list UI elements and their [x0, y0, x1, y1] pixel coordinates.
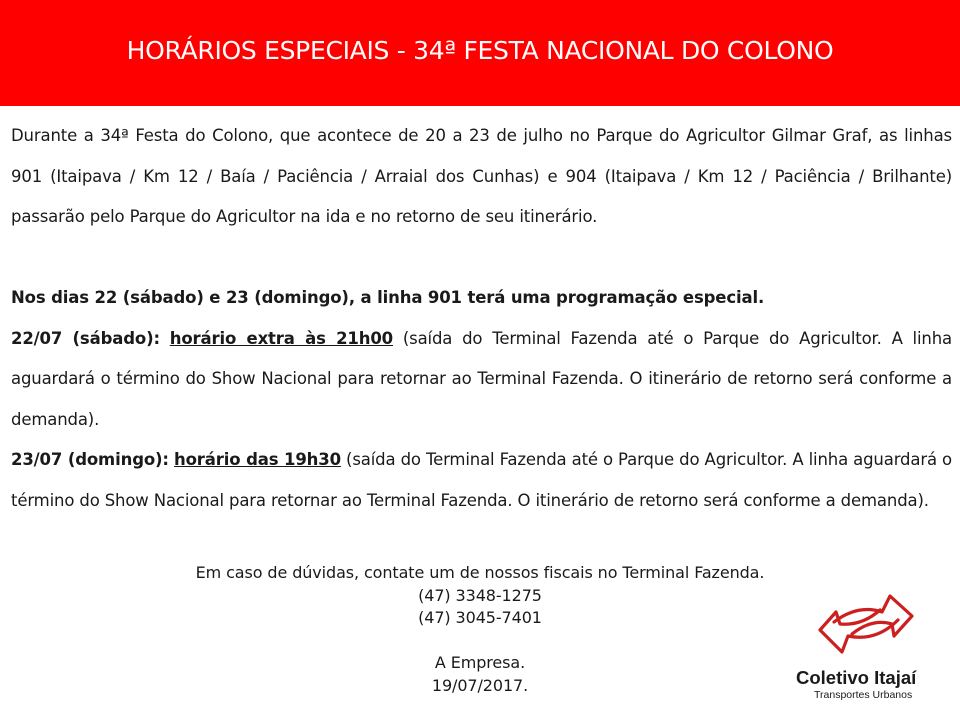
phone-number: (47) 3348-1275 [418, 585, 542, 605]
logo-tagline: Transportes Urbanos [814, 689, 913, 701]
schedule-date: 22/07 (sábado): [11, 328, 160, 348]
signature: A Empresa. [434, 653, 526, 672]
contact-text: Em caso de dúvidas, contate um de nossos fiscais no Terminal Fazenda. [195, 563, 765, 582]
schedule-time: horário das 19h30 [174, 450, 341, 469]
logo-company-name: Coletivo Itajaí [796, 667, 917, 688]
intro-paragraph: Durante a 34ª Festa do Colono, que acontece de 20 a 23 de julho no Parque do Agricultor Gilmar Graf, as linhas 901 (Itaipava / Km 12 / Baía / Paciência / Arraial dos Cunhas) e 904 (Itaipava / Km 12 / Paciência / Brilhante) passarão pelo Parque do Agricultor na ida e no retorno de seu itinerário. [11, 126, 952, 226]
schedule-details: (saída do Terminal Fazenda até o Parque do Agricultor. A linha aguardará o término do Show Nacional para retornar ao Terminal Fazenda. O itinerário de retorno será conforme a demanda). [11, 328, 952, 429]
double-arrow-logo-icon [806, 582, 926, 664]
notice-date: 19/07/2017. [431, 675, 529, 695]
title-banner [0, 0, 960, 106]
company-logo [796, 582, 932, 704]
special-schedule-heading: Nos dias 22 (sábado) e 23 (domingo), a linha 901 terá uma programação especial. [11, 288, 765, 307]
schedule-item-sunday [11, 440, 952, 521]
schedule-date: 23/07 (domingo): [11, 450, 169, 469]
page-title: HORÁRIOS ESPECIAIS - 34ª FESTA NACIONAL DO COLONO [126, 35, 834, 65]
phone-number: (47) 3045-7401 [418, 608, 542, 627]
paragraph-spacer [11, 238, 952, 279]
schedule-time: horário extra às 21h00 [169, 328, 394, 348]
notice-body [11, 116, 952, 521]
schedule-details: (saída do Terminal Fazenda até o Parque do Agricultor. A linha aguardará o término do Show Nacional para retornar ao Terminal Fazenda. O itinerário de retorno será conforme a demanda). [11, 450, 952, 510]
schedule-item-saturday [11, 319, 952, 441]
